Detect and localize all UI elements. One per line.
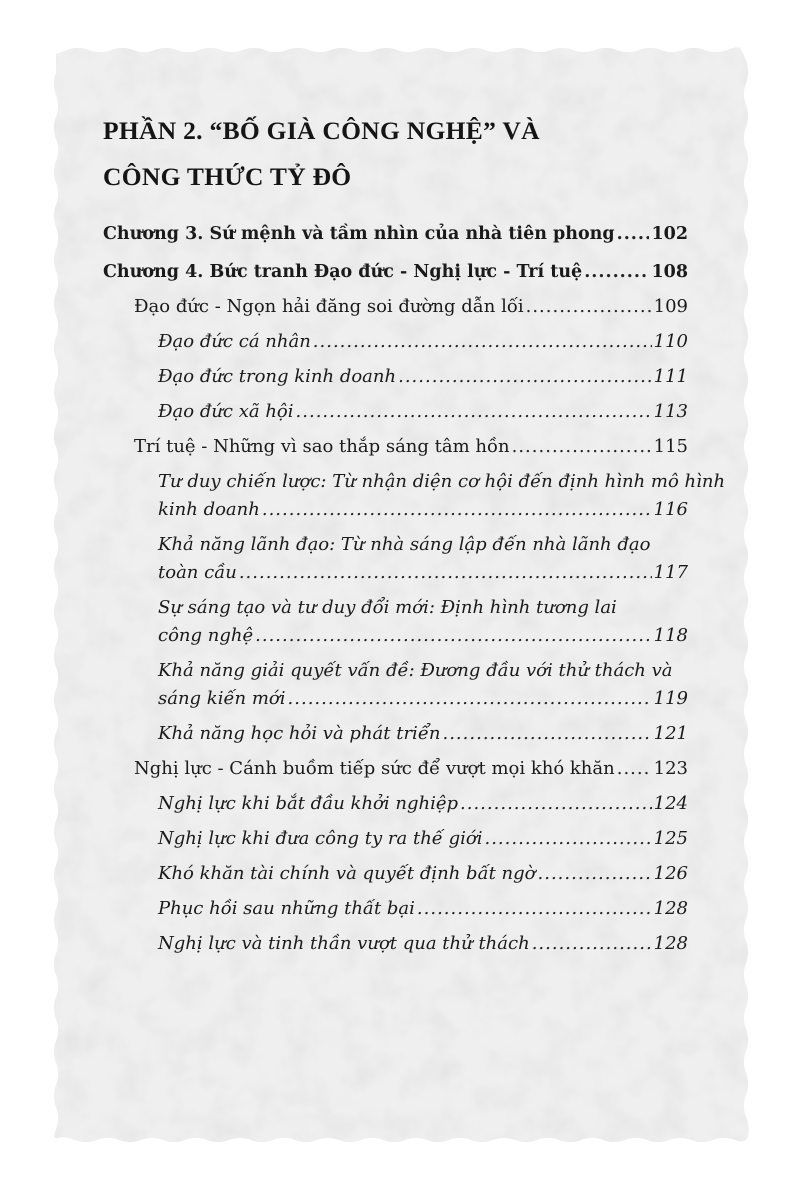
toc-entry-label: Khó khăn tài chính và quyết định bất ngờ [158,863,536,884]
dot-leader [313,328,652,356]
toc-page-number: 125 [653,828,688,849]
toc-entries [103,220,726,958]
toc-page-number: 128 [653,898,688,919]
toc-page-number: 115 [653,436,688,457]
toc-chapter-entry[interactable] [103,258,688,286]
dot-leader [512,433,652,461]
toc-entry-label: Đạo đức - Ngọn hải đăng soi đường dẫn lối [134,296,524,317]
dot-leader [398,363,652,391]
toc-entry-label: Nghị lực và tinh thần vượt qua thử thách [158,933,530,954]
dot-leader [584,258,649,286]
toc-entry-label: Khả năng học hỏi và phát triển [158,723,441,744]
dot-leader [532,930,652,958]
toc-page-number: 123 [653,758,688,779]
toc-entry-title-line: Sự sáng tạo và tư duy đổi mới: Định hình tương lai [158,597,617,618]
toc-page-number: 128 [653,933,688,954]
toc-entry[interactable] [103,930,688,958]
toc-entry-label: kinh doanh [158,499,260,520]
toc-page-number: 124 [653,793,688,814]
toc-entry-label: Đạo đức trong kinh doanh [158,366,397,387]
toc-entry-label: Đạo đức cá nhân [158,331,311,352]
toc-entry[interactable] [103,398,688,426]
toc-entry-label: công nghệ [158,625,254,646]
toc-entry[interactable] [103,433,688,461]
dot-leader [526,293,652,321]
dot-leader [484,825,651,853]
toc-entry[interactable] [103,559,688,587]
toc-entry-label: Chương 3. Sứ mệnh và tầm nhìn của nhà tiên phong [103,224,615,244]
toc-page-number: 119 [653,688,688,709]
dot-leader [239,559,652,587]
toc-entry-label: Đạo đức xã hội [158,401,294,422]
toc-page-number: 113 [653,401,688,422]
dot-leader [617,755,652,783]
toc-page-number: 108 [651,262,688,282]
toc-entry-label: Nghị lực khi đưa công ty ra thế giới [158,828,483,849]
dot-leader [442,720,651,748]
dot-leader [617,220,650,248]
dot-leader [288,685,652,713]
toc-page-number: 121 [653,723,688,744]
toc-entry[interactable] [103,720,688,748]
toc-entry-label: Chương 4. Bức tranh Đạo đức - Nghị lực - Trí tuệ [103,262,583,282]
toc-page-number: 126 [653,863,688,884]
toc-entry-title-line: Khả năng lãnh đạo: Từ nhà sáng lập đến nhà lãnh đạo [158,534,651,555]
toc-page-number: 109 [653,296,688,317]
dot-leader [417,895,652,923]
toc-page-number: 116 [653,499,688,520]
part-title-line-1: PHẦN 2. “BỐ GIÀ CÔNG NGHỆ” VÀ [103,116,540,145]
toc-entry-title-line: Tư duy chiến lược: Từ nhận diện cơ hội đến định hình mô hình [158,471,726,492]
part-title [103,108,688,200]
toc-entry-label: Trí tuệ - Những vì sao thắp sáng tâm hồn [134,436,510,457]
toc-entry[interactable] [103,790,688,818]
toc-entry-label: Nghị lực - Cánh buồm tiếp sức để vượt mọi khó khăn [134,758,615,779]
toc-page-number: 110 [653,331,688,352]
toc-entry[interactable] [103,496,688,524]
toc-entry-title-line: Khả năng giải quyết vấn đề: Đương đầu với thử thách và [158,660,673,681]
toc-entry[interactable] [103,895,688,923]
toc-entry[interactable] [103,825,688,853]
dot-leader [255,622,652,650]
toc-page-number: 111 [653,366,688,387]
dot-leader [262,496,652,524]
toc-page-number: 118 [653,625,688,646]
toc-page-number: 102 [651,224,688,244]
toc-entry[interactable] [103,860,688,888]
toc-page-number: 117 [653,562,688,583]
dot-leader [460,790,652,818]
toc-entry[interactable] [103,622,688,650]
dot-leader [296,398,652,426]
dot-leader [538,860,652,888]
toc-entry-label: sáng kiến mới [158,688,286,709]
toc-chapter-entry[interactable] [103,220,688,248]
table-of-contents [103,108,726,961]
part-title-line-2: CÔNG THỨC TỶ ĐÔ [103,162,352,191]
toc-entry-label: Nghị lực khi bắt đầu khởi nghiệp [158,793,459,814]
toc-entry[interactable] [103,328,688,356]
toc-entry-label: toàn cầu [158,562,237,583]
toc-entry-label: Phục hồi sau những thất bại [158,898,415,919]
toc-entry[interactable] [103,755,688,783]
toc-entry[interactable] [103,293,688,321]
toc-entry[interactable] [103,363,688,391]
toc-entry[interactable] [103,685,688,713]
